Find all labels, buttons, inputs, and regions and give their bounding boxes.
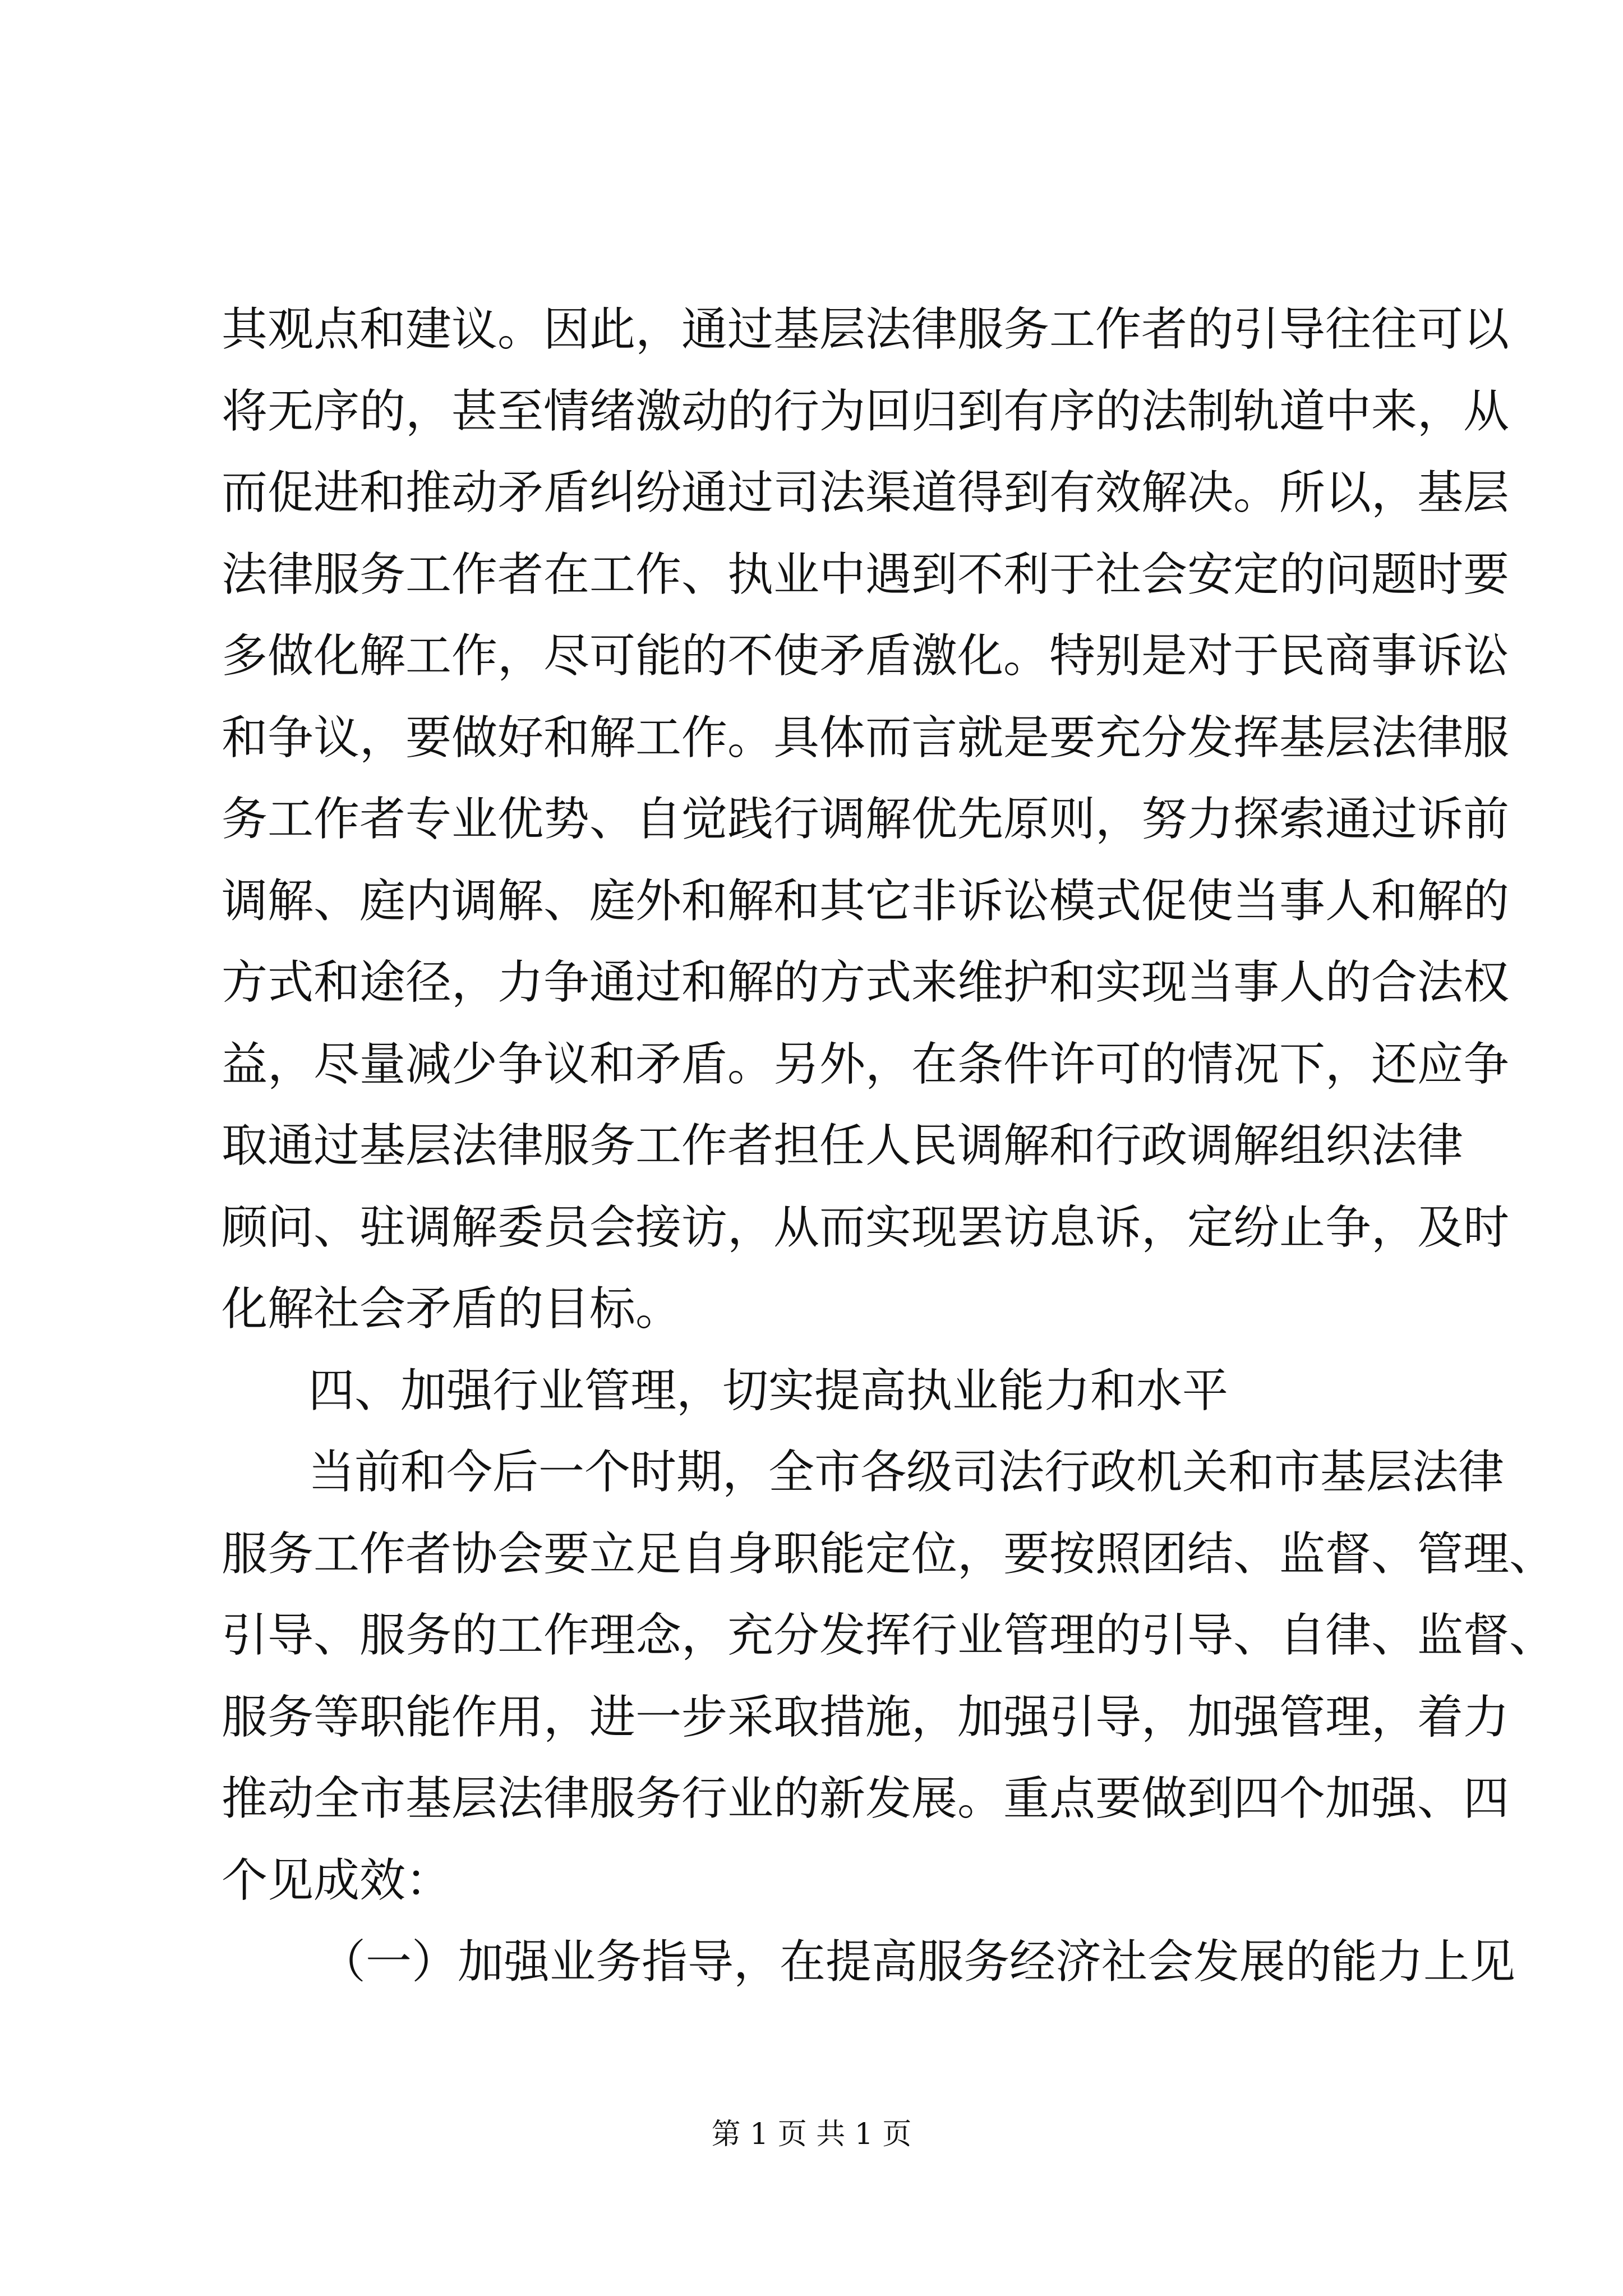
- text-line: 方式和途径，力争通过和解的方式来维护和实现当事人的合法权: [222, 956, 1510, 1009]
- text-line: 顾问、驻调解委员会接访，从而实现罢访息诉，定纷止争，及时: [222, 1200, 1510, 1254]
- text-line: 其观点和建议。因此，通过基层法律服务工作者的引导往往可以: [222, 303, 1510, 356]
- text-line: 化解社会矛盾的目标。: [222, 1282, 682, 1336]
- text-line: 取通过基层法律服务工作者担任人民调解和行政调解组织法律: [222, 1119, 1464, 1172]
- text-line: 和争议，要做好和解工作。具体而言就是要充分发挥基层法律服: [222, 711, 1510, 765]
- text-line: 法律服务工作者在工作、执业中遇到不利于社会安定的问题时要: [222, 547, 1510, 601]
- text-line: 而促进和推动矛盾纠纷通过司法渠道得到有效解决。所以，基层: [222, 466, 1510, 519]
- document-body: [222, 289, 1556, 2003]
- text-line: 当前和今后一个时期，全市各级司法行政机关和市基层法律: [308, 1446, 1505, 1499]
- page-footer: 第 1 页 共 1 页: [711, 2118, 912, 2151]
- text-line: 将无序的，甚至情绪激动的行为回归到有序的法制轨道中来，从: [222, 384, 1510, 438]
- text-line: 益，尽量减少争议和矛盾。另外，在条件许可的情况下，还应争: [222, 1037, 1510, 1091]
- text-line: 调解、庭内调解、庭外和解和其它非诉讼模式促使当事人和解的: [222, 874, 1510, 928]
- text-line: 多做化解工作，尽可能的不使矛盾激化。特别是对于民商事诉讼: [222, 629, 1510, 683]
- text-line: 服务等职能作用，进一步采取措施，加强引导，加强管理，着力: [222, 1690, 1510, 1744]
- section-heading: 四、加强行业管理，切实提高执业能力和水平: [308, 1364, 1229, 1418]
- text-line: 个见成效：: [222, 1853, 452, 1907]
- text-line: 引导、服务的工作理念，充分发挥行业管理的引导、自律、监督、: [222, 1609, 1556, 1662]
- subsection-heading: （一）加强业务指导，在提高服务经济社会发展的能力上见: [320, 1935, 1516, 1989]
- text-line: 务工作者专业优势、自觉践行调解优先原则，努力探索通过诉前: [222, 793, 1510, 846]
- text-line: 推动全市基层法律服务行业的新发展。重点要做到四个加强、四: [222, 1772, 1510, 1825]
- text-line: 服务工作者协会要立足自身职能定位，要按照团结、监督、管理、: [222, 1527, 1556, 1581]
